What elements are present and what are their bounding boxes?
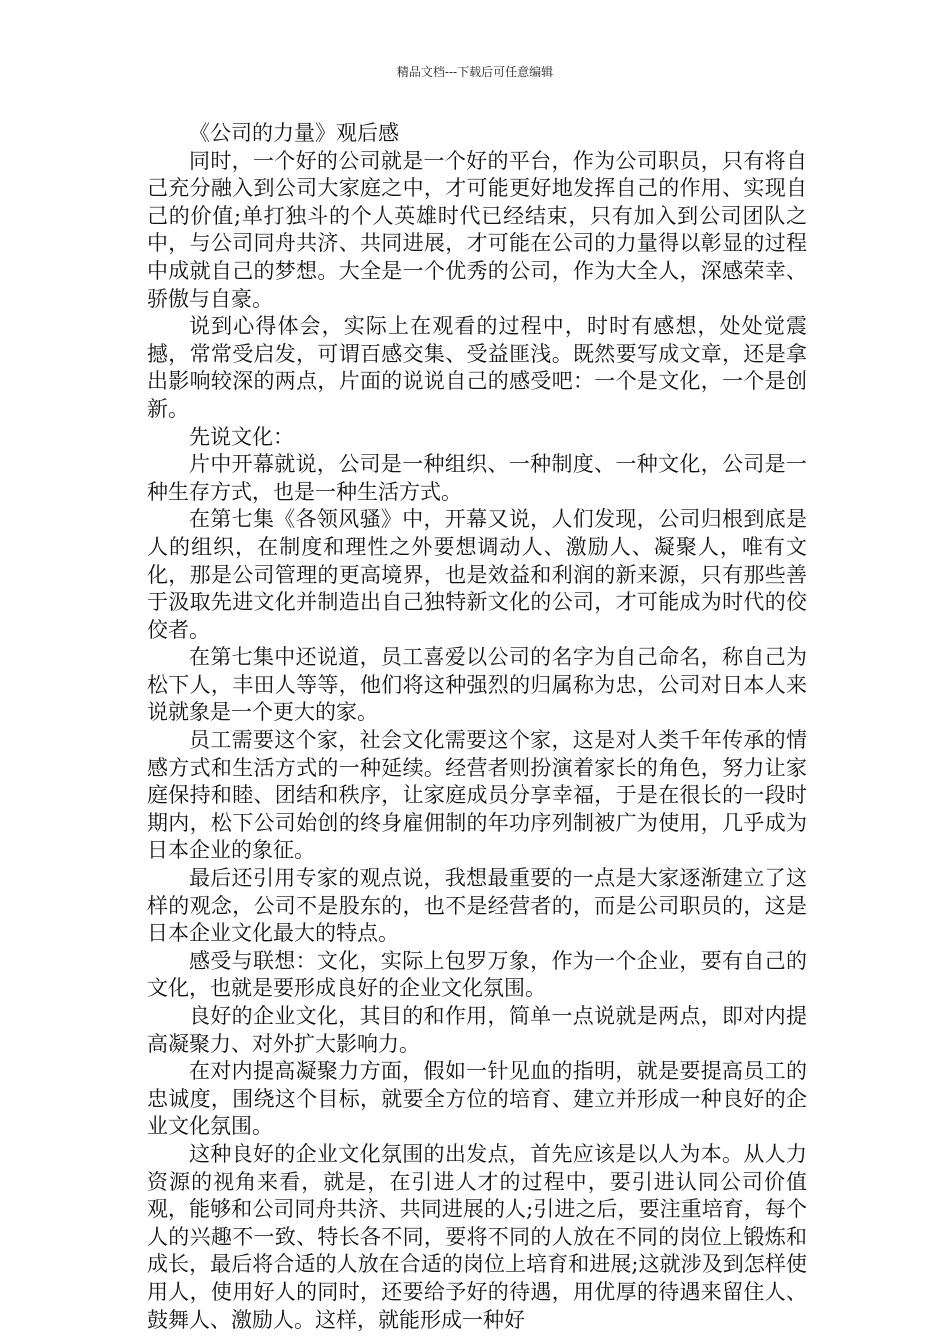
paragraph: 最后还引用专家的观点说，我想最重要的一点是大家逐渐建立了这样的观念，公司不是股东的，也不是经营者的，而是公司职员的，这是日本企业文化最大的特点。	[147, 866, 807, 946]
paragraph: 这种良好的企业文化氛围的出发点，首先应该是以人为本。从人力资源的视角来看，就是，在引进人才的过程中，要引进认同公司价值观，能够和公司同舟共济、共同进展的人;引进之后，要注重培育，每个人的兴趣不一致、特长各不同，要将不同的人放在不同的岗位上锻炼和成长，最后将合适的人放在合适的岗位上培育和进展;这就涉及到怎样使用人，使用好人的同时，还要给予好的待遇，用优厚的待遇来留住人、鼓舞人、激励人。这样，就能形成一种好	[147, 1141, 807, 1332]
paragraph: 感受与联想：文化，实际上包罗万象，作为一个企业，要有自己的文化，也就是要形成良好的企业文化氛围。	[147, 948, 807, 1001]
paragraph: 同时，一个好的公司就是一个好的平台，作为公司职员，只有将自己充分融入到公司大家庭之中，才可能更好地发挥自己的作用、实现自己的价值;单打独斗的个人英雄时代已经结束，只有加入到公司团队之中，与公司同舟共济、共同进展，才可能在公司的力量得以彰显的过程中成就自己的梦想。大全是一个优秀的公司，作为大全人，深感荣幸、骄傲与自豪。	[147, 148, 807, 311]
paragraph: 员工需要这个家，社会文化需要这个家，这是对人类千年传承的情感方式和生活方式的一种延续。经营者则扮演着家长的角色，努力让家庭保持和睦、团结和秩序，让家庭成员分享幸福，于是在很长的一段时期内，松下公司始创的终身雇佣制的年功序列制被广为使用，几乎成为日本企业的象征。	[147, 728, 807, 863]
page-header: 精品文档---下载后可任意编辑	[396, 65, 554, 79]
document-body	[147, 120, 807, 1334]
paragraph: 说到心得体会，实际上在观看的过程中，时时有感想，处处觉震撼，常常受启发，可谓百感交集、受益匪浅。既然要写成文章，还是拿出影响较深的两点，片面的说说自己的感受吧：一个是文化，一个是创新。	[147, 314, 807, 421]
paragraph: 先说文化：	[189, 424, 294, 449]
paragraph: 在第七集《各领风骚》中，开幕又说，人们发现，公司归根到底是人的组织，在制度和理性之外要想调动人、激励人、凝聚人，唯有文化，那是公司管理的更高境界，也是效益和利润的新来源，只有那些善于汲取先进文化并制造出自己独特新文化的公司，才可能成为时代的佼佼者。	[147, 507, 807, 642]
paragraph: 在对内提高凝聚力方面，假如一针见血的指明，就是要提高员工的忠诚度，围绕这个目标，就要全方位的培育、建立并形成一种良好的企业文化氛围。	[147, 1059, 807, 1139]
paragraph: 片中开幕就说，公司是一种组织、一种制度、一种文化，公司是一种生存方式，也是一种生活方式。	[147, 452, 807, 504]
document-title: 《公司的力量》观后感	[189, 121, 399, 145]
paragraph: 良好的企业文化，其目的和作用，简单一点说就是两点，即对内提高凝聚力、对外扩大影响力。	[147, 1004, 807, 1056]
paragraph: 在第七集中还说道，员工喜爱以公司的名字为自己命名，称自己为松下人，丰田人等等，他们将这种强烈的归属称为忠，公司对日本人来说就象是一个更大的家。	[147, 645, 807, 725]
